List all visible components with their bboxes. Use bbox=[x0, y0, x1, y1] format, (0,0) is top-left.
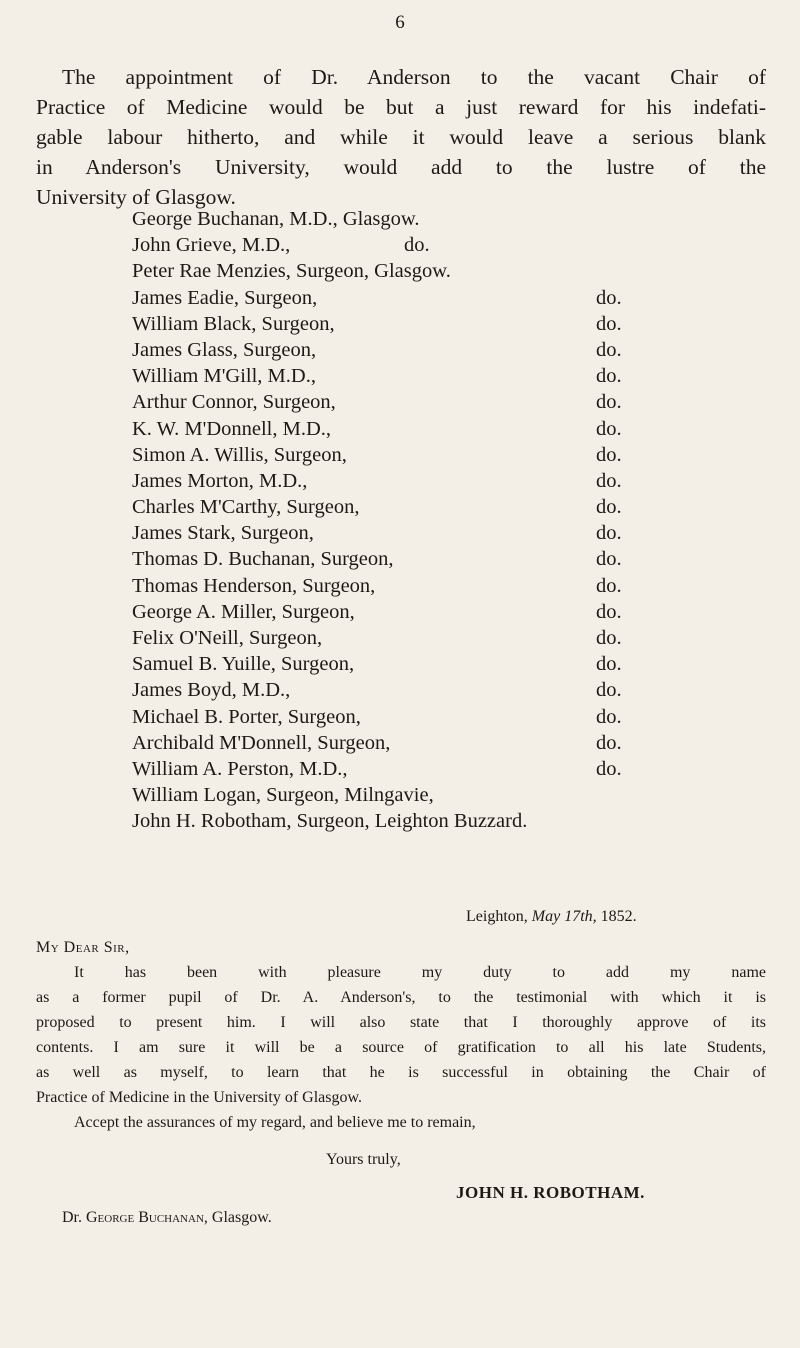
signatory-row bbox=[132, 285, 772, 311]
signatory-name: Archibald M'Donnell, Surgeon, bbox=[132, 731, 391, 754]
signatory-row bbox=[132, 416, 772, 442]
signatory-name: Samuel B. Yuille, Surgeon, bbox=[132, 653, 355, 676]
signatory-name: John H. Robotham, Surgeon, Leighton Buzzard. bbox=[132, 810, 528, 833]
signatory-place: do. bbox=[596, 731, 622, 754]
page-number: 6 bbox=[395, 12, 405, 33]
signatory-name: James Glass, Surgeon, bbox=[132, 338, 317, 361]
signatory-name: William Logan, Surgeon, Milngavie, bbox=[132, 784, 434, 807]
signatory-row bbox=[132, 494, 772, 520]
signatory-row bbox=[132, 625, 772, 651]
signatory-row bbox=[132, 573, 772, 599]
letter-accept-line: Accept the assurances of my regard, and believe me to remain, bbox=[74, 1114, 476, 1131]
letter-addressee bbox=[36, 1205, 766, 1230]
signatory-name: William Black, Surgeon, bbox=[132, 312, 335, 335]
signatory-place: do. bbox=[404, 234, 430, 257]
letter-salutation: My Dear Sir, bbox=[36, 939, 130, 956]
signatory-row bbox=[132, 442, 772, 468]
letter-line: as a former pupil of Dr. A. Anderson's, to the testimonial with which it is bbox=[36, 989, 766, 1006]
signatory-name: William M'Gill, M.D., bbox=[132, 365, 316, 388]
signatory-place: do. bbox=[596, 312, 622, 335]
signatory-place: do. bbox=[596, 338, 622, 361]
signatory-place: do. bbox=[596, 522, 622, 545]
intro-paragraph bbox=[36, 62, 766, 212]
addressee-place: Glasgow. bbox=[211, 1209, 272, 1226]
signatory-place: do. bbox=[596, 705, 622, 728]
signatory-place: do. bbox=[596, 443, 622, 466]
signatory-name: Arthur Connor, Surgeon, bbox=[132, 391, 336, 414]
letter-closing: Yours truly, bbox=[326, 1151, 401, 1168]
signatory-place: do. bbox=[596, 600, 622, 623]
signatory-row bbox=[132, 232, 772, 258]
signatory-row bbox=[132, 311, 772, 337]
letter-date: May 17th, bbox=[531, 908, 597, 925]
signatory-place: do. bbox=[596, 653, 622, 676]
signatory-row bbox=[132, 206, 772, 232]
letter-dateline bbox=[36, 904, 766, 929]
signatory-list bbox=[132, 206, 772, 835]
signatory-row bbox=[132, 363, 772, 389]
signatory-row bbox=[132, 389, 772, 415]
signatory-name: Thomas Henderson, Surgeon, bbox=[132, 574, 376, 597]
addressee-prefix: Dr. bbox=[62, 1209, 82, 1226]
signatory-row bbox=[132, 782, 772, 808]
letter-line: proposed to present him. I will also state that I thoroughly approve of its bbox=[36, 1014, 766, 1031]
signatory-row bbox=[132, 520, 772, 546]
signatory-place: do. bbox=[596, 757, 622, 780]
letter-line: contents. I am sure it will be a source of gratification to all his late Students, bbox=[36, 1039, 766, 1056]
intro-line: The appointment of Dr. Anderson to the vacant Chair of bbox=[62, 65, 766, 89]
letter-year: 1852. bbox=[600, 908, 637, 925]
intro-line: Practice of Medicine would be but a just reward for his indefati- bbox=[36, 95, 766, 119]
signatory-row bbox=[132, 756, 772, 782]
signatory-name: K. W. M'Donnell, M.D., bbox=[132, 417, 332, 440]
signatory-row bbox=[132, 808, 772, 834]
signatory-name: Michael B. Porter, Surgeon, bbox=[132, 705, 361, 728]
signatory-place: do. bbox=[596, 417, 622, 440]
letter-line: It has been with pleasure my duty to add my name bbox=[74, 964, 766, 981]
signatory-place: do. bbox=[596, 496, 622, 519]
signatory-name: James Eadie, Surgeon, bbox=[132, 286, 318, 309]
letter-line: Practice of Medicine in the University of Glasgow. bbox=[36, 1089, 362, 1106]
addressee-name: George Buchanan, bbox=[86, 1209, 208, 1226]
signatory-name: George Buchanan, M.D., Glasgow. bbox=[132, 208, 420, 230]
signatory-place: do. bbox=[596, 574, 622, 597]
signatory-name: Felix O'Neill, Surgeon, bbox=[132, 627, 323, 649]
signatory-row bbox=[132, 546, 772, 572]
signatory-row bbox=[132, 599, 772, 625]
intro-line: in Anderson's University, would add to the lustre of the bbox=[36, 155, 766, 179]
signatory-name: Simon A. Willis, Surgeon, bbox=[132, 443, 347, 466]
signatory-row bbox=[132, 730, 772, 756]
letter-line: as well as myself, to learn that he is successful in obtaining the Chair of bbox=[36, 1064, 766, 1081]
letter-place: Leighton, bbox=[466, 908, 528, 925]
signatory-row bbox=[132, 677, 772, 703]
letter-body bbox=[36, 960, 766, 1110]
signatory-name: John Grieve, M.D., bbox=[132, 234, 291, 257]
signatory-place: do. bbox=[596, 548, 622, 571]
signatory-row bbox=[132, 258, 772, 284]
signatory-name: George A. Miller, Surgeon, bbox=[132, 600, 355, 623]
signatory-name: Charles M'Carthy, Surgeon, bbox=[132, 496, 360, 519]
letter-signer: JOHN H. ROBOTHAM. bbox=[456, 1183, 645, 1202]
signatory-place: do. bbox=[596, 679, 622, 702]
signatory-place: do. bbox=[596, 286, 622, 309]
signatory-place: do. bbox=[596, 391, 622, 414]
signatory-place: do. bbox=[596, 469, 622, 492]
signatory-name: James Boyd, M.D., bbox=[132, 679, 291, 702]
signatory-row bbox=[132, 468, 772, 494]
intro-line: University of Glasgow. bbox=[36, 185, 236, 209]
signatory-row bbox=[132, 704, 772, 730]
signatory-place: do. bbox=[596, 365, 622, 388]
intro-line: gable labour hitherto, and while it would leave a serious blank bbox=[36, 125, 766, 149]
letter bbox=[36, 904, 766, 1230]
signatory-name: James Stark, Surgeon, bbox=[132, 522, 314, 545]
signatory-row bbox=[132, 337, 772, 363]
signatory-name: Thomas D. Buchanan, Surgeon, bbox=[132, 548, 394, 571]
signatory-place: do. bbox=[596, 627, 622, 649]
signatory-name: James Morton, M.D., bbox=[132, 469, 308, 492]
signatory-row bbox=[132, 651, 772, 677]
signatory-name: William A. Perston, M.D., bbox=[132, 757, 348, 780]
signatory-name: Peter Rae Menzies, Surgeon, Glasgow. bbox=[132, 260, 451, 283]
